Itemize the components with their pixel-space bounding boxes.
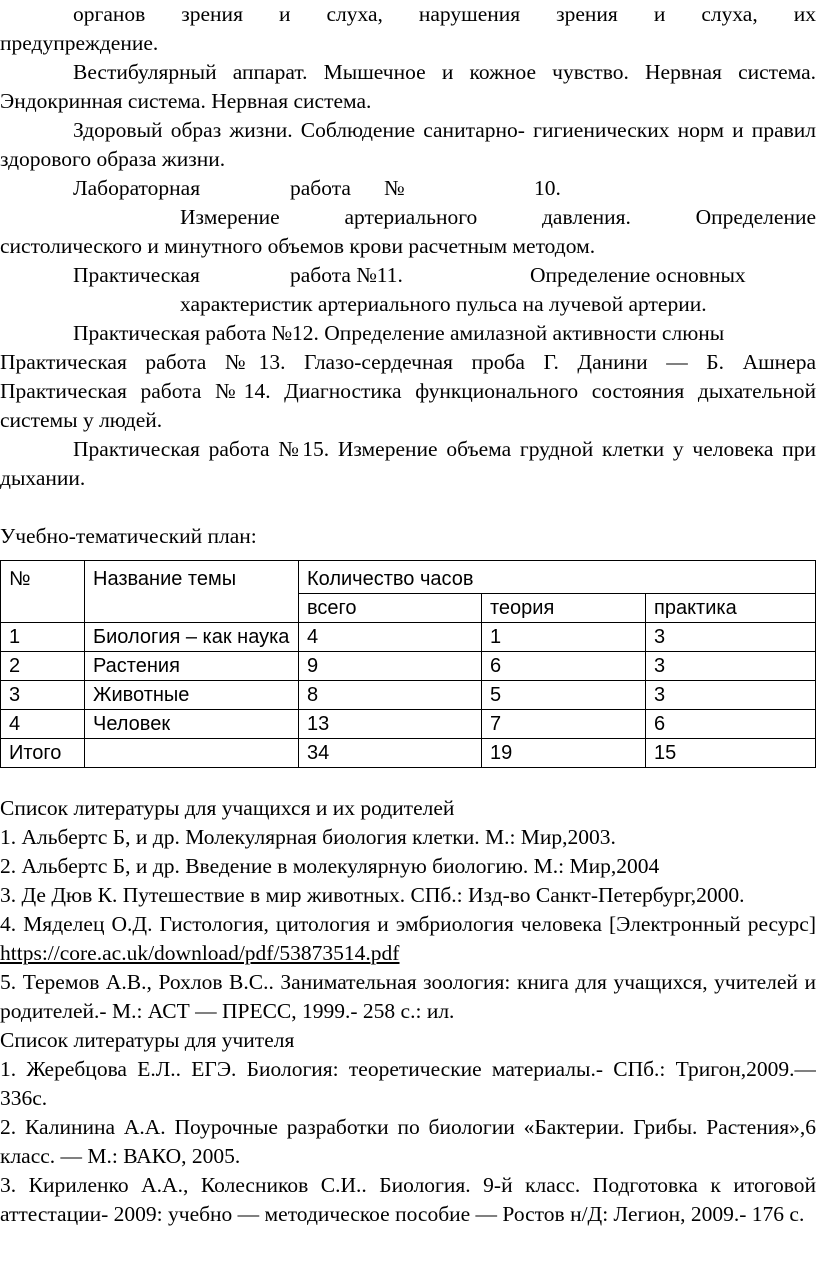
header-practice: практика bbox=[646, 594, 816, 623]
cell-practice: 3 bbox=[646, 681, 816, 710]
literature-item: 1. Жеребцова Е.Л.. ЕГЭ. Биология: теоретические материалы.- СПб.: Тригон,2009.—336с. bbox=[0, 1057, 816, 1110]
literature-item: 2. Альбертс Б, и др. Введение в молекулярную биологию. М.: Мир,2004 bbox=[0, 854, 660, 878]
header-num: № bbox=[1, 561, 85, 623]
cell-num: 4 bbox=[1, 710, 85, 739]
cell-practice: 3 bbox=[646, 652, 816, 681]
lab-word: работа bbox=[290, 176, 351, 200]
cell-total: 34 bbox=[299, 739, 482, 768]
teachers-literature-heading: Список литературы для учителя bbox=[0, 1028, 295, 1052]
practical-work-15: Практическая работа №15. Измерение объема грудной клетки у человека при дыхании. bbox=[0, 437, 816, 490]
lab-work-10-heading bbox=[0, 174, 816, 203]
cell-total-label: Итого bbox=[1, 739, 85, 768]
literature-item-text: 4. Мяделец О.Д. Гистология, цитология и эмбриология человека [Электронный ресурс] bbox=[0, 912, 816, 936]
intro-line: органов зрения и слуха, нарушения зрения и слуха, их bbox=[73, 2, 816, 26]
cell-theory: 5 bbox=[482, 681, 646, 710]
table-row bbox=[1, 652, 816, 681]
practical-title: Определение основных bbox=[530, 263, 746, 287]
cell-name bbox=[85, 739, 299, 768]
practical-work-11-heading bbox=[0, 261, 816, 290]
lab-work-10-title bbox=[0, 203, 816, 261]
practical-work-12: Практическая работа №12. Определение амилазной активности слюны bbox=[73, 321, 725, 345]
lab-title-line: систолического и минутного объемов крови расчетным методом. bbox=[0, 234, 596, 258]
practical-work-13-14: Практическая работа №13. Глазо-сердечная проба Г. Данини — Б. Ашнера Практическая работа №14. Диагностика функционального состояния дыхательной системы у людей. bbox=[0, 350, 816, 432]
cell-practice: 15 bbox=[646, 739, 816, 768]
lab-number: 10. bbox=[534, 176, 561, 200]
intro-paragraph-3: Здоровый образ жизни. Соблюдение санитарно- гигиенических норм и правил здорового образа жизни. bbox=[0, 118, 816, 171]
table-row bbox=[1, 623, 816, 652]
plan-heading: Учебно-тематический план: bbox=[0, 524, 257, 548]
cell-num: 3 bbox=[1, 681, 85, 710]
practical-number: работа №11. bbox=[290, 263, 403, 287]
lab-title-line: Измерение артериального давления. Определение bbox=[180, 205, 816, 229]
header-theory: теория bbox=[482, 594, 646, 623]
lab-label: Лабораторная bbox=[73, 176, 201, 200]
cell-theory: 7 bbox=[482, 710, 646, 739]
cell-total: 8 bbox=[299, 681, 482, 710]
cell-name: Растения bbox=[85, 652, 299, 681]
cell-total: 4 bbox=[299, 623, 482, 652]
literature-section bbox=[0, 794, 816, 1229]
cell-theory: 6 bbox=[482, 652, 646, 681]
electronic-resource-link[interactable]: https://core.ac.uk/download/pdf/53873514.pdf bbox=[0, 941, 400, 965]
practical-work-11-line2: характеристик артериального пульса на лучевой артерии. bbox=[180, 292, 707, 316]
cell-theory: 19 bbox=[482, 739, 646, 768]
lab-number-sign: № bbox=[384, 176, 405, 200]
literature-item: 3. Кириленко А.А., Колесников С.И.. Биология. 9-й класс. Подготовка к итоговой аттестации- 2009: учебно — методическое пособие — Ростов н/Д: Легион, 2009.- 176 с. bbox=[0, 1173, 816, 1226]
literature-item: 1. Альбертс Б, и др. Молекулярная биология клетки. М.: Мир,2003. bbox=[0, 825, 616, 849]
literature-item-4 bbox=[0, 910, 816, 968]
students-literature-heading: Список литературы для учащихся и их родителей bbox=[0, 796, 455, 820]
table-row bbox=[1, 710, 816, 739]
cell-total: 13 bbox=[299, 710, 482, 739]
table-total-row bbox=[1, 739, 816, 768]
cell-name: Человек bbox=[85, 710, 299, 739]
literature-item: 3. Де Дюв К. Путешествие в мир животных. СПб.: Изд-во Санкт-Петербург,2000. bbox=[0, 883, 745, 907]
header-total: всего bbox=[299, 594, 482, 623]
header-hours: Количество часов bbox=[299, 561, 816, 594]
cell-total: 9 bbox=[299, 652, 482, 681]
table-header-row bbox=[1, 561, 816, 594]
literature-item: 2. Калинина А.А. Поурочные разработки по биологии «Бактерии. Грибы. Растения»,6 класс. — М.: ВАКО, 2005. bbox=[0, 1115, 816, 1168]
practical-label: Практическая bbox=[73, 263, 200, 287]
cell-practice: 6 bbox=[646, 710, 816, 739]
intro-paragraph-1 bbox=[0, 0, 816, 58]
literature-item: 5. Теремов А.В., Рохлов В.С.. Занимательная зоология: книга для учащихся, учителей и родителей.- М.: АСТ — ПРЕСС, 1999.- 258 с.: ил. bbox=[0, 970, 816, 1023]
table-row bbox=[1, 681, 816, 710]
curriculum-table bbox=[0, 560, 816, 768]
cell-name: Животные bbox=[85, 681, 299, 710]
intro-line: предупреждение. bbox=[0, 31, 159, 55]
header-name: Название темы bbox=[85, 561, 299, 623]
cell-theory: 1 bbox=[482, 623, 646, 652]
cell-num: 2 bbox=[1, 652, 85, 681]
intro-paragraph-2: Вестибулярный аппарат. Мышечное и кожное чувство. Нервная система. Эндокринная система. Нервная система. bbox=[0, 60, 816, 113]
cell-num: 1 bbox=[1, 623, 85, 652]
cell-practice: 3 bbox=[646, 623, 816, 652]
cell-name: Биология – как наука bbox=[85, 623, 299, 652]
